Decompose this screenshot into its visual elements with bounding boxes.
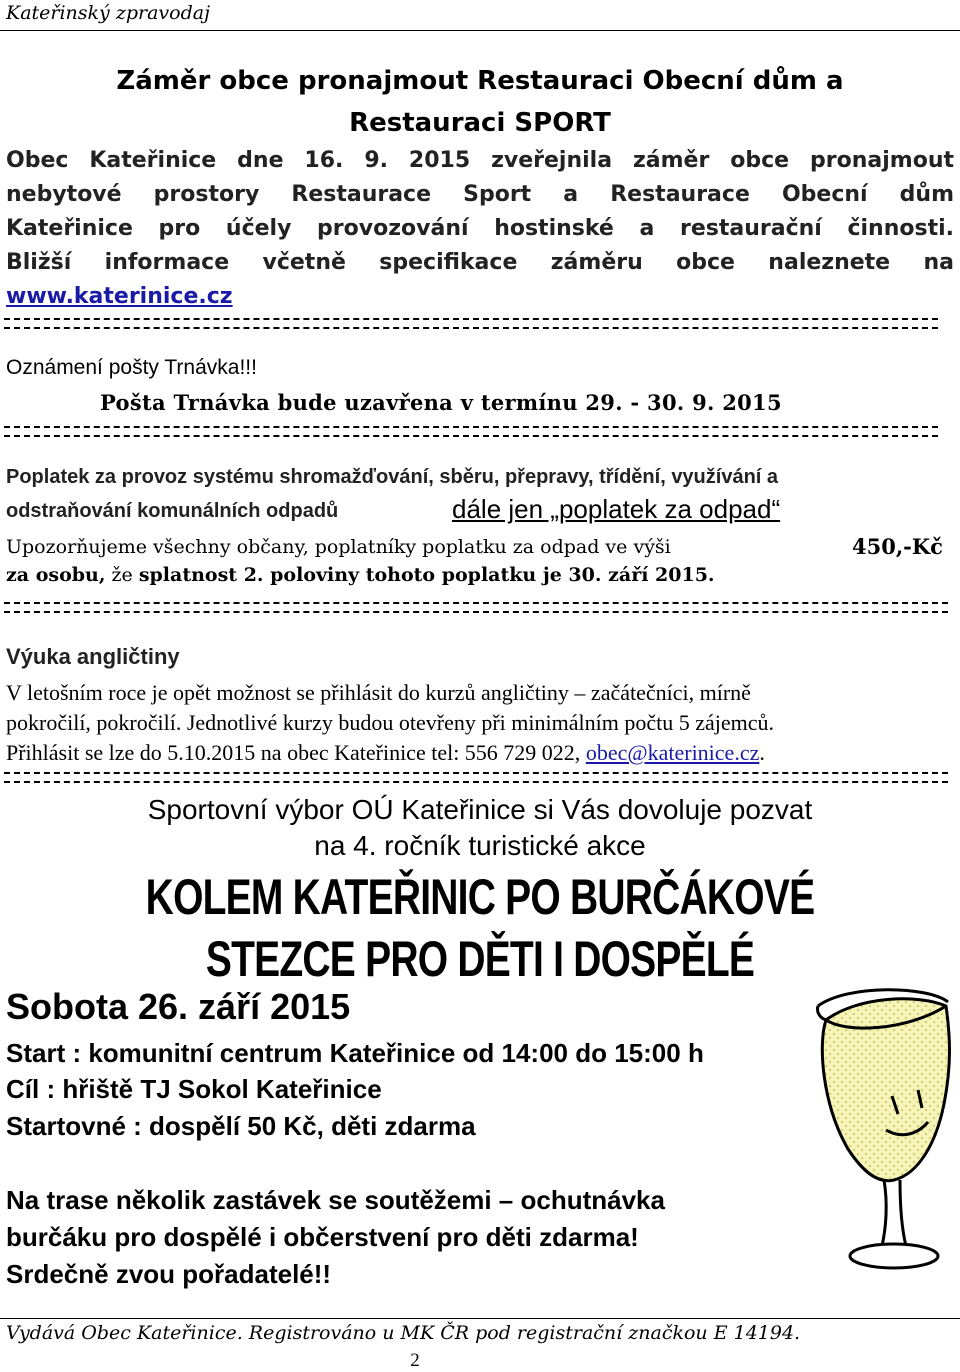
fee-line4 — [6, 564, 715, 586]
event-note-line1: Na trase několik zastávek se soutěžemi – ochutnávka — [6, 1185, 665, 1215]
event-entry-fee: Startovné : dospělí 50 Kč, děti zdarma — [6, 1111, 476, 1141]
event-invite-line1: Sportovní výbor OÚ Kateřinice si Vás dovoluje pozvat — [147, 794, 813, 825]
english-contact: Přihlásit se lze do 5.10.2015 na obec Kateřinice tel: 556 729 022, — [6, 740, 586, 765]
header-divider — [0, 30, 960, 31]
section-separator — [4, 426, 938, 437]
section-separator — [4, 602, 948, 613]
wine-glass-smiley-icon — [808, 984, 958, 1274]
event-title-line2: STEZCE PRO DĚTI I DOSPĚLÉ — [205, 931, 755, 987]
event-note-line2: burčáku pro dospělé i občerstvení pro děti zdarma! — [6, 1222, 639, 1252]
fee-per-person: za osobu, — [6, 564, 106, 586]
fee-alias: dále jen „poplatek za odpad“ — [452, 494, 781, 524]
event-note-line3: Srdečně zvou pořadatelé!! — [6, 1259, 332, 1289]
post-notice-label: Oznámení pošty Trnávka!!! — [6, 356, 257, 379]
english-line: pokročilí, pokročilí. Jednotlivé kurzy budou otevřeny při minimálním počtu 5 zájemců. — [6, 710, 774, 735]
lease-heading-line1: Záměr obce pronajmout Restauraci Obecní dům a — [116, 66, 844, 96]
english-line: V letošním roce je opět možnost se přihlásit do kurzů angličtiny – začátečníci, mírně — [6, 680, 751, 705]
post-notice-text: Pošta Trnávka bude uzavřena v termínu 29. - 30. 9. 2015 — [100, 390, 782, 415]
page-number: 2 — [410, 1350, 420, 1371]
event-date: Sobota 26. září 2015 — [6, 986, 351, 1027]
fee-connector: že — [105, 564, 139, 586]
footer-divider — [0, 1318, 960, 1319]
english-heading: Výuka angličtiny — [6, 644, 180, 669]
newsletter-title: Kateřinský zpravodaj — [6, 2, 210, 24]
footer-publisher: Vydává Obec Kateřinice. Registrováno u MK ČR pod registrační značkou E 14194. — [6, 1322, 801, 1344]
lease-body — [6, 144, 954, 314]
event-start: Start : komunitní centrum Kateřinice od 14:00 do 15:00 h — [6, 1038, 704, 1068]
event-title — [106, 866, 855, 990]
english-body — [6, 678, 956, 768]
section-separator — [4, 772, 948, 783]
lease-body-line: nebytové prostory Restaurace Sport a Restaurace Obecní dům — [6, 182, 954, 207]
lease-body-line: Kateřinice pro účely provozování hostinské a restaurační činnosti. — [6, 216, 954, 241]
lease-body-line: Obec Kateřinice dne 16. 9. 2015 zveřejnila záměr obce pronajmout — [6, 148, 954, 173]
fee-due-date: splatnost 2. poloviny tohoto poplatku je 30. září 2015. — [138, 564, 715, 586]
email-link[interactable]: obec@katerinice.cz — [585, 740, 760, 765]
fee-line1: Poplatek za provoz systému shromažďování, sběru, přepravy, třídění, využívání a — [6, 466, 779, 488]
english-line-end: . — [759, 740, 765, 765]
lease-body-line: Bližší informace včetně specifikace záměru obce naleznete na — [6, 250, 954, 275]
event-invite-line2: na 4. ročník turistické akce — [314, 830, 646, 861]
event-invite — [0, 792, 960, 864]
fee-line2: odstraňování komunálních odpadů — [6, 500, 339, 522]
event-finish: Cíl : hřiště TJ Sokol Kateřinice — [6, 1074, 382, 1104]
website-link[interactable]: www.katerinice.cz — [6, 284, 233, 309]
english-line — [6, 738, 956, 768]
lease-heading — [0, 60, 960, 144]
lease-heading-line2: Restauraci SPORT — [349, 108, 611, 138]
fee-line3: Upozorňujeme všechny občany, poplatníky poplatku za odpad ve výši — [6, 536, 671, 558]
event-title-line1: KOLEM KATEŘINIC PO BURČÁKOVÉ — [145, 869, 815, 925]
section-separator — [4, 318, 938, 329]
fee-amount: 450,-Kč — [852, 534, 943, 559]
